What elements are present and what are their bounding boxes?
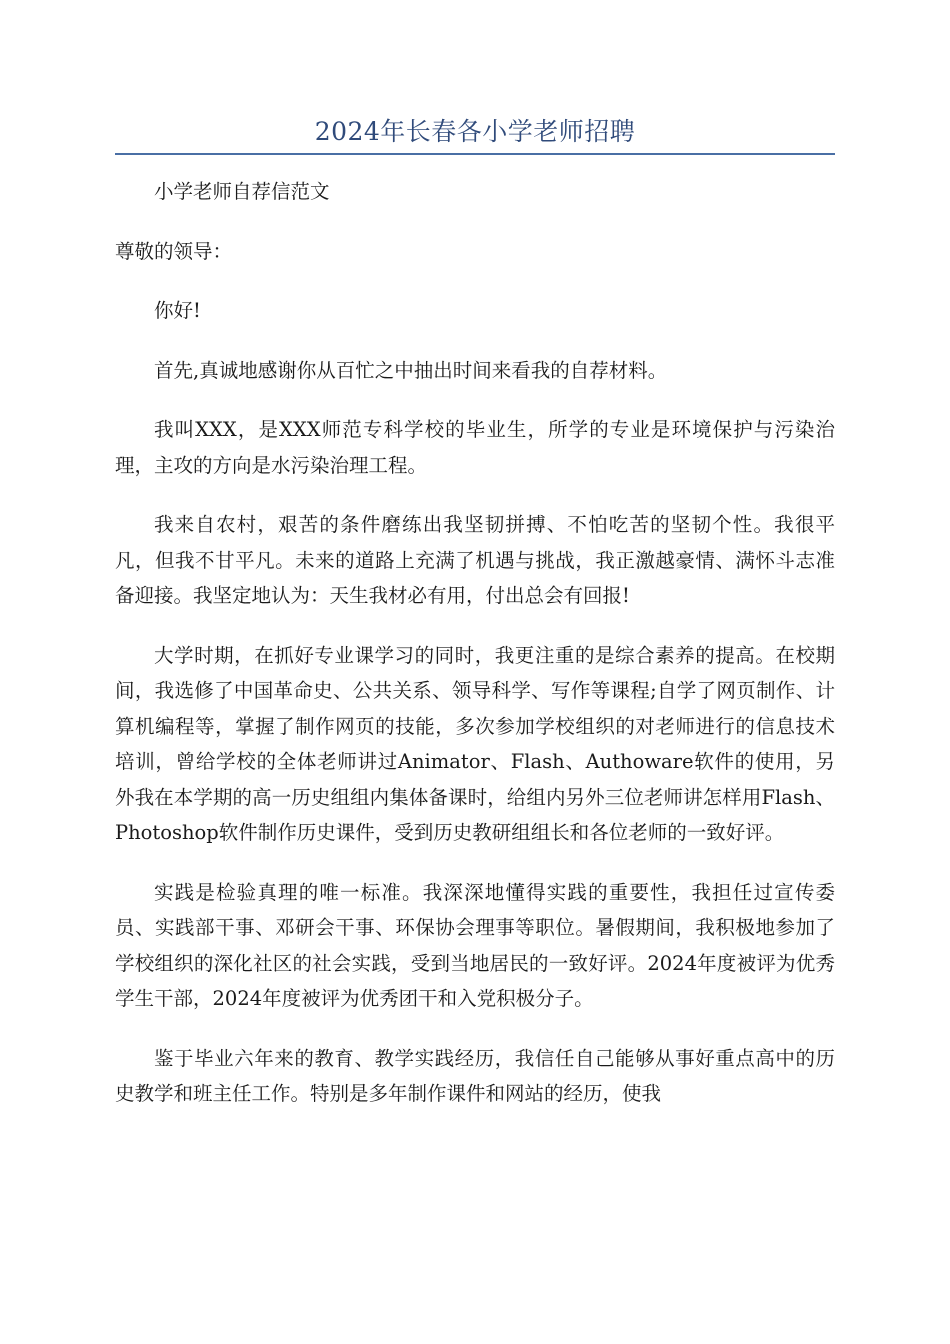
- greeting: 你好!: [154, 299, 201, 322]
- title-underline: [115, 153, 835, 155]
- paragraph-university: 大学时期，在抓好专业课学习的同时，我更注重的是综合素养的提高。在校期间，我选修了中国革命史、公共关系、领导科学、写作等课程;自学了网页制作、计算机编程等，掌握了制作网页的技能，多次参加学校组织的对老师进行的信息技术培训，曾给学校的全体老师讲过Animator、Flash、Authoware软件的使用，另外我在本学期的高一历史组组内集体备课时，给组内另外三位老师讲怎样用Flash、Photoshop软件制作历史课件，受到历史教研组组长和各位老师的一致好评。: [115, 643, 835, 844]
- paragraph-practice: 实践是检验真理的唯一标准。我深深地懂得实践的重要性，我担任过宣传委员、实践部干事、邓研会干事、环保协会理事等职位。暑假期间，我积极地参加了学校组织的深化社区的社会实践，受到当地居民的一致好评。2024年度被评为优秀学生干部，2024年度被评为优秀团干和入党积极分子。: [115, 880, 835, 1010]
- document-title: 2024年长春各小学老师招聘: [314, 117, 636, 146]
- salutation: 尊敬的领导：: [115, 239, 233, 263]
- paragraph-thanks: 首先,真诚地感谢你从百忙之中抽出时间来看我的自荐材料。: [154, 358, 668, 382]
- paragraph-experience: 鉴于毕业六年来的教育、教学实践经历，我信任自己能够从事好重点高中的历史教学和班主任工作。特别是多年制作课件和网站的经历，使我: [115, 1046, 835, 1105]
- letter-heading: 小学老师自荐信范文: [154, 180, 330, 203]
- document-body: [115, 174, 835, 1136]
- paragraph-background: 我来自农村，艰苦的条件磨练出我坚韧拼搏、不怕吃苦的坚韧个性。我很平凡，但我不甘平凡。未来的道路上充满了机遇与挑战，我正激越豪情、满怀斗志准备迎接。我坚定地认为：天生我材必有用，付出总会有回报!: [115, 513, 835, 607]
- paragraph-introduction: 我叫XXX，是XXX师范专科学校的毕业生，所学的专业是环境保护与污染治理，主攻的方向是水污染治理工程。: [115, 418, 835, 477]
